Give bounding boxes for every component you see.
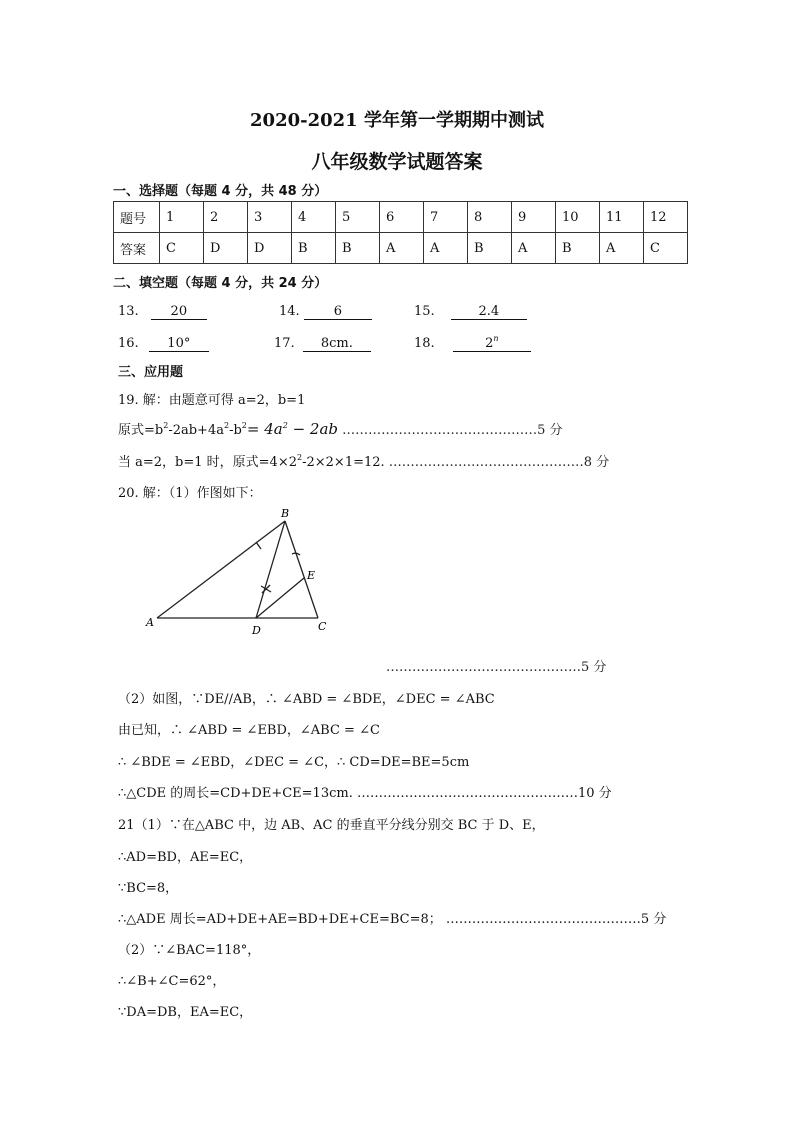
table-cell: A [380,233,424,264]
section1-heading: 一、选择题（每题 4 分，共 48 分） [113,184,328,199]
page-title: 2020-2021 学年第一学期期中测试 [250,110,544,131]
table-cell: C [160,233,204,264]
fill-item-15 [414,304,527,320]
fill-answer: 6 [304,304,372,320]
q19-line1: 19. 解：由题意可得 a=2，b=1 [118,393,306,408]
table-cell: A [424,233,468,264]
q21-line1: 21（1）∵在△ABC 中，边 AB、AC 的垂直平分线分别交 BC 于 D、E， [118,818,545,833]
section3-heading: 三、应用题 [118,365,184,380]
table-cell: 11 [600,202,644,233]
q20-line4: ∴ ∠BDE = ∠EBD，∠DEC = ∠C，∴ CD=DE=BE=5cm [118,755,470,770]
label-d: D [252,624,261,637]
table-cell: C [644,233,688,264]
answer-table [113,201,688,264]
q21-line2: ∴AD=BD，AE=EC， [118,850,253,865]
q21-line6: ∴∠B+∠C=62°， [118,974,226,989]
fill-answer: 2.4 [451,304,527,320]
table-cell: 7 [424,202,468,233]
q20-line5: ∴△CDE 的周长=CD+DE+CE=13cm. ……………………………………………10 分 [118,786,612,801]
label-b: B [281,508,290,520]
table-cell: 2 [204,202,248,233]
table-cell: 12 [644,202,688,233]
label-e: E [307,569,316,582]
item-number: 17. [274,336,295,351]
table-cell: A [600,233,644,264]
item-number: 15. [414,304,435,319]
table-cell: D [204,233,248,264]
triangle-figure [140,508,340,643]
table-row [114,202,688,233]
section2-heading: 二、填空题（每题 4 分，共 24 分） [113,276,328,291]
table-cell: B [336,233,380,264]
fill-item-17 [274,336,371,352]
q19-line2: 原式$=b^2-2ab+4a^2-b^2= 4a^2 - 2ab$ ………………………………………5 分 [118,420,563,438]
table-cell: 8 [468,202,512,233]
fill-item-13 [118,304,207,320]
q20-line2: （2）如图，∵DE//AB，∴ ∠ABD = ∠BDE，∠DEC = ∠ABC [118,692,495,707]
table-cell: 9 [512,202,556,233]
table-cell: D [248,233,292,264]
table-cell: A [512,233,556,264]
table-cell: 6 [380,202,424,233]
row-label-number: 题号 [114,202,160,233]
segment-bd [256,521,285,618]
item-number: 13. [118,304,139,319]
table-cell: 3 [248,202,292,233]
q21-line4: ∴△ADE 周长=AD+DE+AE=BD+DE+CE=BC=8； ………………………………………5 分 [118,912,667,927]
fill-item-14 [279,304,372,320]
fill-answer: 2$^n$ [453,336,531,352]
segment-de [256,578,304,618]
table-cell: 1 [160,202,204,233]
fill-item-18 [414,336,531,352]
label-c: C [318,620,327,633]
table-row [114,233,688,264]
q20-line1: 20. 解：（1）作图如下： [118,486,262,501]
table-cell: B [556,233,600,264]
table-cell: B [292,233,336,264]
fill-answer: 8cm. [303,336,371,352]
item-number: 14. [279,304,300,319]
fill-answer: 20 [151,304,207,320]
q19-line3: 当 a=2，b=1 时，原式$=4\times 2^2-2\times 2\times 1=12$. ………………………………………8 分 [118,453,610,470]
side-ab [157,521,285,618]
item-number: 16. [118,336,139,351]
table-cell: 10 [556,202,600,233]
q21-line3: ∵BC=8， [118,881,179,896]
page-subtitle: 八年级数学试题答案 [311,151,483,173]
fill-item-16 [118,336,209,352]
label-a: A [146,616,154,629]
item-number: 18. [414,336,435,351]
table-cell: 4 [292,202,336,233]
row-label-answer: 答案 [114,233,160,264]
tick-mark [256,542,261,549]
q21-line5: （2）∵∠BAC=118°， [118,943,261,958]
q20-line3: 由已知，∴ ∠ABD = ∠EBD，∠ABC = ∠C [118,723,380,738]
fill-answer: 10° [149,336,209,352]
q21-line7: ∵DA=DB，EA=EC， [118,1005,253,1020]
q20-score1: ………………………………………5 分 [386,660,607,675]
table-cell: 5 [336,202,380,233]
table-cell: B [468,233,512,264]
